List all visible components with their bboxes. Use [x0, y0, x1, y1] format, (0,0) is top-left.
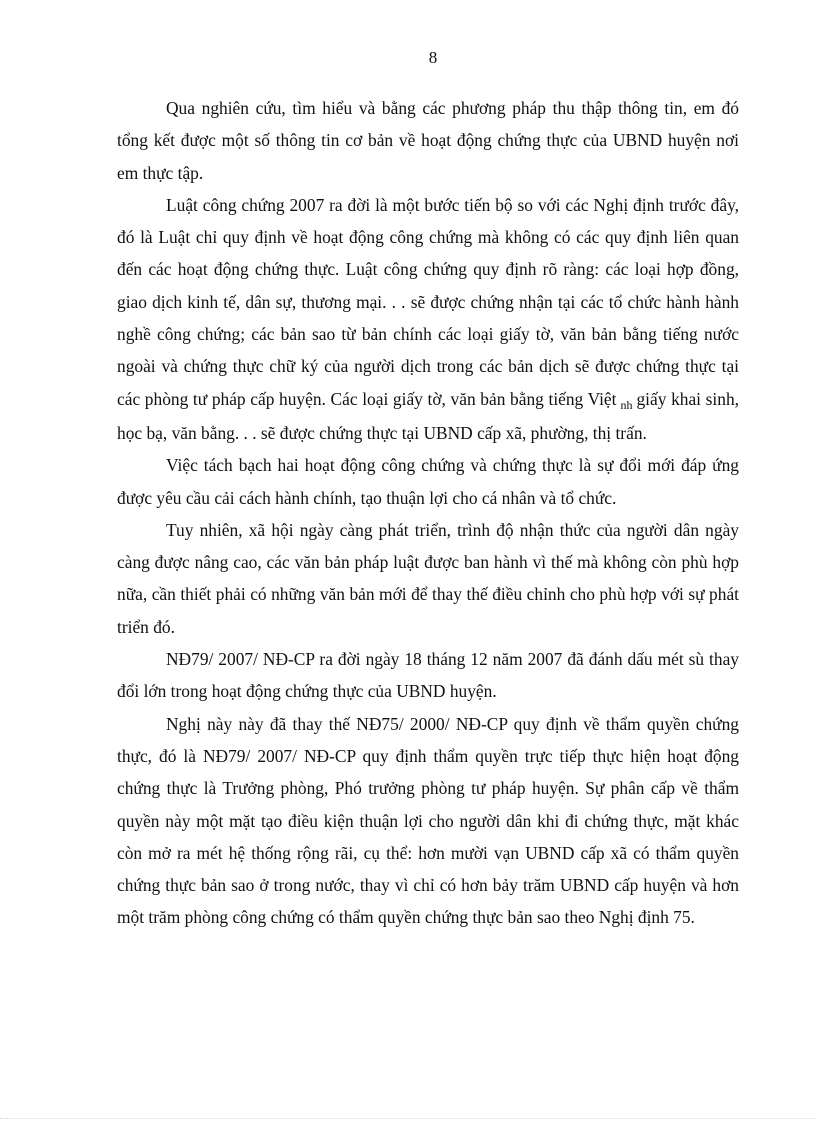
paragraph-4: Tuy nhiên, xã hội ngày càng phát triển, trình độ nhận thức của người dân ngày càng được nâng cao, các văn bản pháp luật được ban hành vì thế mà không còn phù hợp nữa, cần thiết phải có những văn bản mới để thay thế điều chỉnh cho phù hợp với sự phát triển đó. [117, 519, 739, 637]
paragraph-3: Việc tách bạch hai hoạt động công chứng và chứng thực là sự đổi mới đáp ứng được yêu cầu cải cách hành chính, tạo thuận lợi cho cá nhân và tổ chức. [117, 455, 739, 508]
page-bottom-divider [0, 1118, 816, 1119]
paragraph-1: Qua nghiên cứu, tìm hiểu và bằng các phương pháp thu thập thông tin, em đó tổng kết được một số thông tin cơ bản về hoạt động chứng thực của UBND huyện nơi em thực tập. [117, 98, 739, 183]
paragraph-6: Nghị này này đã thay thế NĐ75/ 2000/ NĐ-CP quy định về thẩm quyền chứng thực, đó là NĐ79/ 2007/ NĐ-CP quy định thẩm quyền trực tiếp thực hiện hoạt động chứng thực là Trưởng phòng, Phó trưởng phòng tư pháp huyện. Sự phân cấp về thẩm quyền này một mặt tạo điều kiện thuận lợi cho người dân khi đi chứng thực, mặt khác còn mở ra mét hệ thống rộng rãi, cụ thể: hơn mười vạn UBND cấp xã có thẩm quyền chứng thực bản sao ở trong nước, thay vì chỉ có hơn bảy trăm UBND cấp huyện và hơn một trăm phòng công chứng có thẩm quyền chứng thực bản sao theo Nghị định 75. [117, 713, 739, 928]
paragraph-2-subscript: nh [620, 397, 633, 412]
paragraph-5: NĐ79/ 2007/ NĐ-CP ra đời ngày 18 tháng 12 năm 2007 đã đánh dấu mét sù thay đổi lớn trong hoạt động chứng thực của UBND huyện. [117, 649, 739, 702]
paragraph-2-text: Luật công chứng 2007 ra đời là một bước tiến bộ so với các Nghị định trước đây, đó là Luật chỉ quy định về hoạt động công chứng mà không có các quy định liên quan đến các hoạt động chứng thực. Luật công chứng quy định rõ ràng: các loại hợp đồng, giao dịch kinh tế, dân sự, thương mại. . . sẽ được chứng nhận tại các tổ chức hành hành nghề công chứng; các bản sao từ bản chính các loại giấy tờ, văn bản bằng tiếng nước ngoài và chứng thực chữ ký của người dịch trong các bản dịch sẽ được chứng thực tại các phòng tư pháp cấp huyện. Các loại giấy tờ, văn bản bằng tiếng Việt [117, 194, 739, 409]
paragraph-2 [117, 189, 739, 449]
page-number: 8 [428, 48, 438, 67]
body-text [117, 92, 739, 934]
paragraph-2-text-after: giấy khai sinh, học bạ, văn bằng. . . sẽ được chứng thực tại UBND cấp xã, phường, thị trấn. [117, 388, 739, 443]
